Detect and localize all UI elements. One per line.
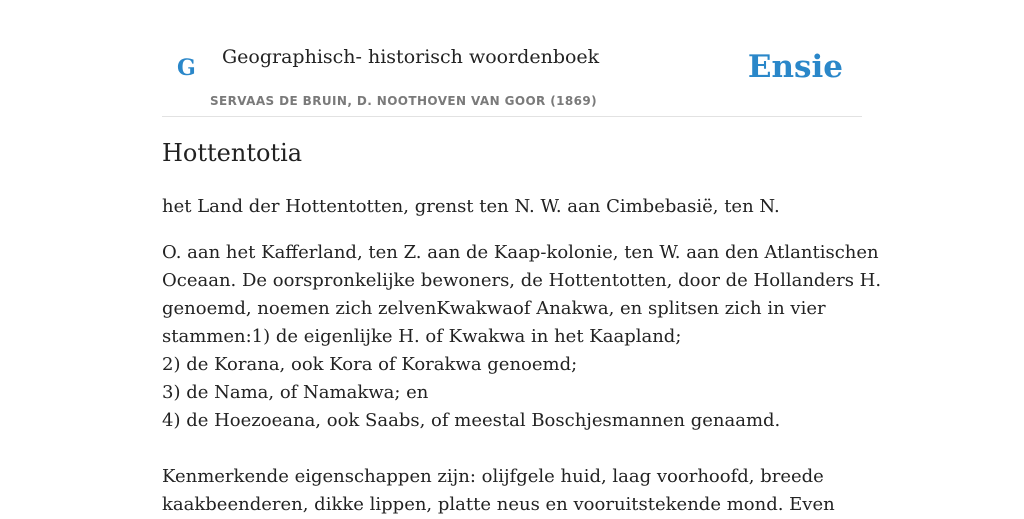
entry-body-line: genoemd, noemen zich zelvenKwakwaof Anakwa, en splitsen zich in vier [162, 298, 826, 319]
entry-tail-line: kaakbeenderen, dikke lippen, platte neus en vooruitstekende mond. Even [162, 494, 835, 515]
entry-body-line: 4) de Hoezoeana, ook Saabs, of meestal Boschjesmannen genaamd. [162, 410, 781, 431]
entry-body-line: Oceaan. De oorspronkelijke bewoners, de Hottentotten, door de Hollanders H. [162, 270, 882, 291]
book-title-link[interactable]: Geographisch- historisch woordenboek [222, 46, 600, 68]
entry-headword: Hottentotia [162, 139, 303, 167]
header [162, 0, 862, 117]
book-author: SERVAAS DE BRUIN, D. NOOTHOVEN VAN GOOR (1869) [210, 94, 598, 108]
entry-body-line: O. aan het Kafferland, ten Z. aan de Kaap-kolonie, ten W. aan den Atlantischen [162, 242, 879, 263]
entry-body-line: stammen:1) de eigenlijke H. of Kwakwa in het Kaapland; [162, 326, 682, 347]
entry-body-line: 2) de Korana, ook Kora of Korakwa genoemd; [162, 354, 578, 375]
ensie-logo[interactable]: Ensie [747, 49, 843, 85]
entry-tail-line: Kenmerkende eigenschappen zijn: olijfgele huid, laag voorhoofd, breede [162, 466, 824, 487]
entry-body-paragraph [162, 239, 882, 435]
entry-tail-paragraph [162, 463, 862, 519]
entry-body-line: 3) de Nama, of Namakwa; en [162, 382, 429, 403]
book-logo-letter[interactable]: G [177, 55, 196, 81]
entry-lead-paragraph: het Land der Hottentotten, grenst ten N. W. aan Cimbebasië, ten N. [162, 196, 780, 217]
